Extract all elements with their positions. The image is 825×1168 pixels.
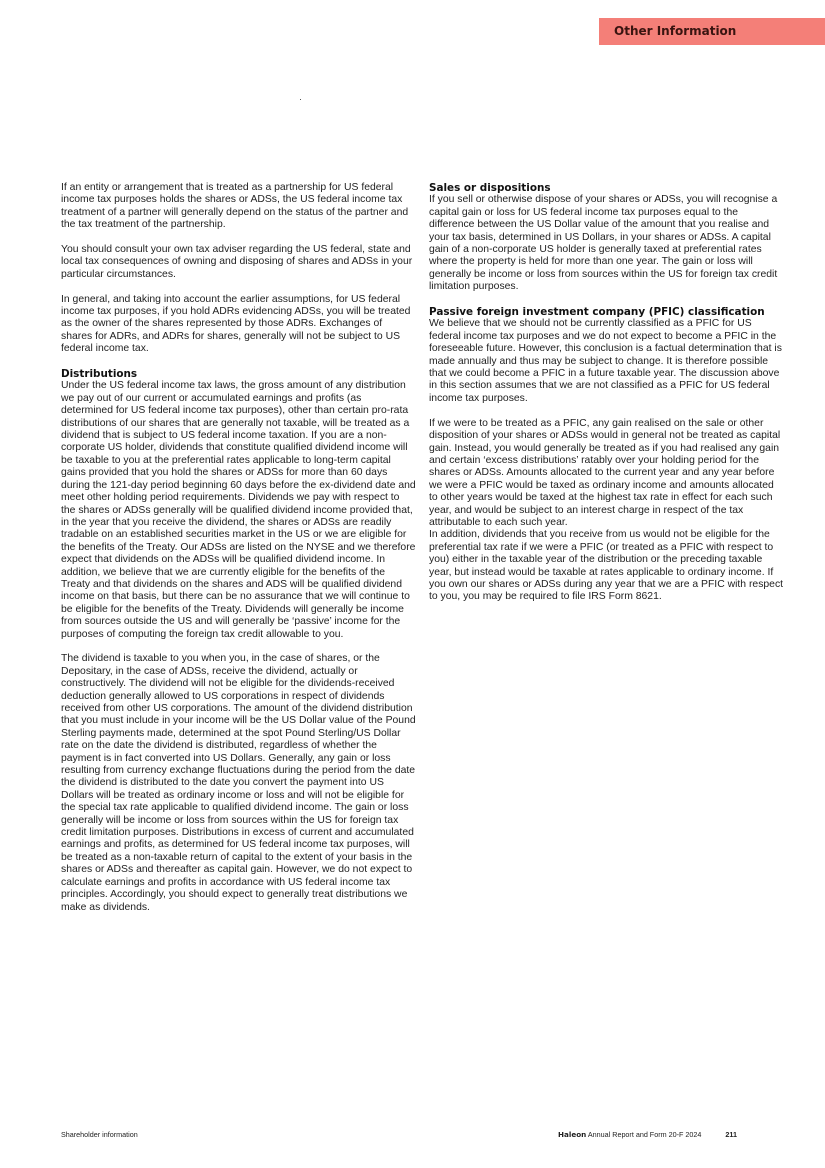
stray-dot <box>300 99 301 100</box>
footer-report-title: Annual Report and Form 20-F 2024 <box>587 1130 702 1139</box>
page-number: 211 <box>725 1130 737 1139</box>
paragraph-consult-adviser: You should consult your own tax adviser regarding the US federal, state and local tax consequences of owning and disposing of shares and ADSs in your particular circumstances. <box>61 244 413 280</box>
footer-section: Shareholder information <box>61 1130 138 1139</box>
paragraph-pfic-treatment: If we were to be treated as a PFIC, any gain realised on the sale or other disposition of your shares or ADSs would in general not be treated as capital gain. Instead, you would generally be treated as if you had realised any gain and certain ‘excess distributions’ ratably over your holding period for the shares or ADSs. Amounts allocated to the current year and any year before we were a PFIC would be taxed as ordinary income and amounts allocated to other years would be taxed at the highest tax rate in effect for each such year, and would be subject to an interest charge in respect of the tax attributable to each such year. <box>429 417 781 528</box>
paragraph-pfic-dividends: In addition, dividends that you receive from us would not be eligible for the preferential tax rate if we were a PFIC (or treated as a PFIC with respect to you) either in the taxable year of the distribution or the preceding taxable year, but instead would be taxable at rates applicable to ordinary income. If you own our shares or ADSs during any year that we are a PFIC with respect to you, you may be required to file IRS Form 8621. <box>429 529 784 603</box>
paragraph-adr-ownership: In general, and taking into account the earlier assumptions, for US federal income tax purposes, if you hold ADRs evidencing ADSs, you will be treated as the owner of the shares represented by those ADRs. Exchanges of shares for ADRs, and ADRs for shares, generally will not be subject to US federal income tax. <box>61 293 411 355</box>
paragraph-distributions: Under the US federal income tax laws, the gross amount of any distribution we pay out of our current or accumulated earnings and profits (as determined for US federal income tax purposes), other than certain pro-rata distributions of our shares that are generally not taxable, will be treated as a dividend that is subject to US federal income taxation. If you are a non-corporate US holder, dividends that constitute qualified dividend income will be taxable to you at the preferential rates applicable to long-term capital gains provided that you hold the shares or ADSs for more than 60 days during the 121-day period beginning 60 days before the ex-dividend date and meet other holding period requirements. Dividends we pay with respect to the shares or ADSs generally will be qualified dividend income provided that, in the year that you receive the dividend, the shares or ADSs are readily tradable on an established securities market in the US or we are eligible for the benefits of the Treaty. Our ADSs are listed on the NYSE and we therefore expect that dividends on the ADSs will be qualified dividend income. In addition, we believe that we are currently eligible for the benefits of the Treaty and that dividends on the shares and ADS will be qualified dividend income on that basis, but there can be no assurance that we will continue to be eligible for the benefits of the Treaty. Dividends will generally be income from sources outside the US and will generally be ‘passive’ income for the purposes of computing the foreign tax credit allowable to you. <box>61 380 416 640</box>
paragraph-pfic: We believe that we should not be currently classified as a PFIC for US federal income tax purposes and we do not expect to become a PFIC in the foreseeable future. However, this conclusion is a factual determination that is made annually and thus may be subject to change. It is therefore possible that we could become a PFIC in a future taxable year. The discussion above in this section assumes that we are not classified as a PFIC for US federal income tax purposes. <box>429 318 782 404</box>
footer-brand: Haleon <box>558 1130 587 1139</box>
section-tab: Other Information <box>599 18 825 45</box>
left-column <box>61 182 416 926</box>
paragraph-dividend-taxable: The dividend is taxable to you when you, in the case of shares, or the Depositary, in the case of ADSs, receive the dividend, actually or constructively. The dividend will not be eligible for the dividends-received deduction generally allowed to US corporations in respect of dividends received from other US corporations. The amount of the dividend distribution that you must include in your income will be the US Dollar value of the Pound Sterling payments made, determined at the spot Pound Sterling/US Dollar rate on the date the dividend is distributed, regardless of whether the payment is in fact converted into US Dollars. Generally, any gain or loss resulting from currency exchange fluctuations during the period from the date the dividend is distributed to the date you convert the payment into US Dollars will be treated as ordinary income or loss and will not be eligible for the special tax rate applicable to qualified dividend income. The gain or loss generally will be income or loss from sources within the US for foreign tax credit limitation purposes. Distributions in excess of current and accumulated earnings and profits, as determined for US federal income tax purposes, will be treated as a non-taxable return of capital to the extent of your basis in the shares or ADSs and thereafter as capital gain. However, we do not expect to calculate earnings and profits in accordance with US federal income tax principles. Accordingly, you should expect to generally treat distributions we make as dividends. <box>61 653 416 913</box>
distributions-heading: Distributions <box>61 368 138 381</box>
pfic-heading: Passive foreign investment company (PFIC) classification <box>429 306 765 319</box>
paragraph-partnership: If an entity or arrangement that is treated as a partnership for US federal income tax purposes holds the shares or ADSs, the US federal income tax treatment of a partner will generally depend on the status of the partner and the tax treatment of the partnership. <box>61 182 409 231</box>
paragraph-sales: If you sell or otherwise dispose of your shares or ADSs, you will recognise a capital gain or loss for US federal income tax purposes equal to the difference between the US Dollar value of the amount that you realise and your tax basis, determined in US Dollars, in your shares or ADSs. A capital gain of a non-corporate US holder is generally taxed at preferential rates where the property is held for more than one year. The gain or loss will generally be income or loss from sources within the US for foreign tax credit limitation purposes. <box>429 194 778 293</box>
footer-report <box>558 1130 737 1139</box>
sales-heading: Sales or dispositions <box>429 182 551 194</box>
right-column <box>429 182 784 616</box>
